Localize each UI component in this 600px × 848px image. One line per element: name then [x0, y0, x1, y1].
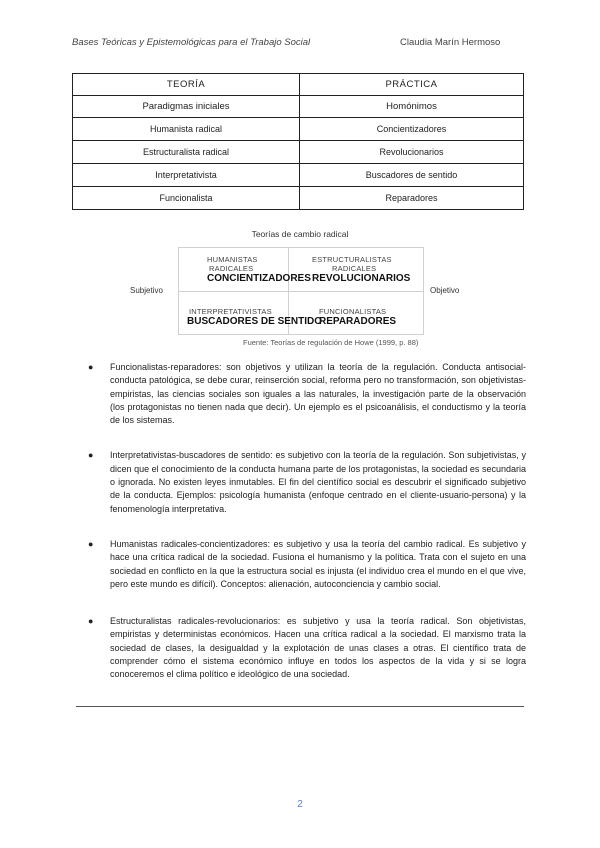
page-number: 2 [297, 799, 303, 810]
list-item [88, 361, 526, 427]
table-row [73, 118, 524, 141]
quadrant-label: RADICALES [332, 264, 377, 273]
quadrant-practice: REVOLUCIONARIOS [312, 273, 411, 284]
quadrant-label: RADICALES [209, 264, 254, 273]
figure-axis-objective: Objetivo [430, 286, 460, 295]
table-cell: Humanista radical [73, 118, 300, 141]
table-cell: Funcionalista [73, 187, 300, 210]
radical-change-diagram [178, 247, 424, 335]
table-header-row [73, 74, 524, 96]
list-item [88, 615, 526, 681]
table-row [73, 141, 524, 164]
quadrant-interpretativistas [187, 307, 322, 328]
quadrant-funcionalistas [319, 307, 396, 328]
list-item [88, 538, 526, 591]
table-header-practice: PRÁCTICA [300, 74, 524, 96]
figure-title: Teorías de cambio radical [251, 229, 349, 239]
table-cell: Paradigmas iniciales [73, 96, 300, 118]
table-row [73, 164, 524, 187]
quadrant-label: FUNCIONALISTAS [319, 307, 387, 316]
footer-divider [76, 706, 524, 707]
table-row [73, 96, 524, 118]
quadrant-practice: CONCIENTIZADORES [207, 273, 311, 284]
quadrant-humanistas [207, 255, 311, 285]
quadrant-label: HUMANISTAS [207, 255, 258, 264]
header-title: Bases Teóricas y Epistemológicas para el Trabajo Social [72, 37, 311, 48]
list-item-text: Humanistas radicales-concientizadores: es subjetivo y usa la teoría del cambio radical. Es subjetivo y hace una crítica radical de la sociedad. Fusiona el humanismo y la política. Trata con el sujeto en una sociedad en conflicto en la que la estructura social es injusta (el individuo crea el mundo en el que vive, pero este mundo es difícil). Conceptos: alienación, autoconciencia y cambio social. [110, 538, 526, 589]
table-row [73, 187, 524, 210]
table-cell: Buscadores de sentido [300, 164, 524, 187]
table-cell: Revolucionarios [300, 141, 524, 164]
bullet-icon: ● [88, 538, 94, 549]
bullet-icon: ● [88, 450, 94, 461]
list-item-text: Funcionalistas-reparadores: son objetivos y utilizan la teoría de la regulación. Conducta antisocial-conducta patológica, se debe curar, reinserción social, reforma pero no transformación, son objetivistas-empiristas, las ciencias sociales son iguales a las naturales, la investigación parte de la observación (los protagonistas no tienen nada que decir). Un ejemplo es el psicoanálisis, el conductismo y la teoría de los sistemas. [110, 362, 526, 426]
figure-caption: Fuente: Teorías de regulación de Howe (1999, p. 88) [243, 338, 419, 347]
quadrant-label: INTERPRETATIVISTAS [189, 307, 272, 316]
table-cell: Homónimos [300, 96, 524, 118]
figure-axis-subjective: Subjetivo [130, 286, 163, 295]
quadrant-practice: REPARADORES [319, 316, 397, 327]
table-cell: Estructuralista radical [73, 141, 300, 164]
table-cell: Concientizadores [300, 118, 524, 141]
quadrant-estructuralistas [312, 255, 410, 285]
list-item-text: Estructuralistas radicales-revolucionarios: es subjetivo y usa la teoría radical. Son objetivistas, empiristas y deterministas económicos. Hacen una crítica radical a la sociedad. El marxismo trata la sociedad de clases, la desigualdad y la explotación de unas clases a otras. El científico trata de comprender cómo el sistema económico influye en todos los aspectos de la vida y si se logra conoceremos el clima político e ideológico de una sociedad. [110, 616, 526, 680]
quadrant-label: ESTRUCTURALISTAS [312, 255, 392, 264]
list-item-text: Interpretativistas-buscadores de sentido: es subjetivo con la teoría de la regulación. Son subjetivistas, y dicen que el conocimiento de la conducta humana parte de los protagonistas, la sociedad es secundaria o ignorada. No existen leyes inmutables. El fin del científico social es descubrir el significado subjetivo de la conducta. Ejemplos: psicología humanista (enfoque centrado en el cliente-usuario-persona) y la fenomenología interpretativa. [110, 450, 526, 514]
bullet-icon: ● [88, 362, 94, 372]
bullet-icon: ● [88, 616, 94, 627]
theory-practice-table [72, 73, 524, 210]
diagram-horizontal-divider [179, 291, 423, 292]
table-header-theory: TEORÍA [73, 74, 300, 96]
header-author: Claudia Marín Hermoso [400, 37, 501, 48]
list-item [88, 449, 526, 515]
bullet-list [88, 361, 526, 682]
quadrant-practice: BUSCADORES DE SENTIDO [187, 316, 323, 327]
table-cell: Interpretativista [73, 164, 300, 187]
table-cell: Reparadores [300, 187, 524, 210]
